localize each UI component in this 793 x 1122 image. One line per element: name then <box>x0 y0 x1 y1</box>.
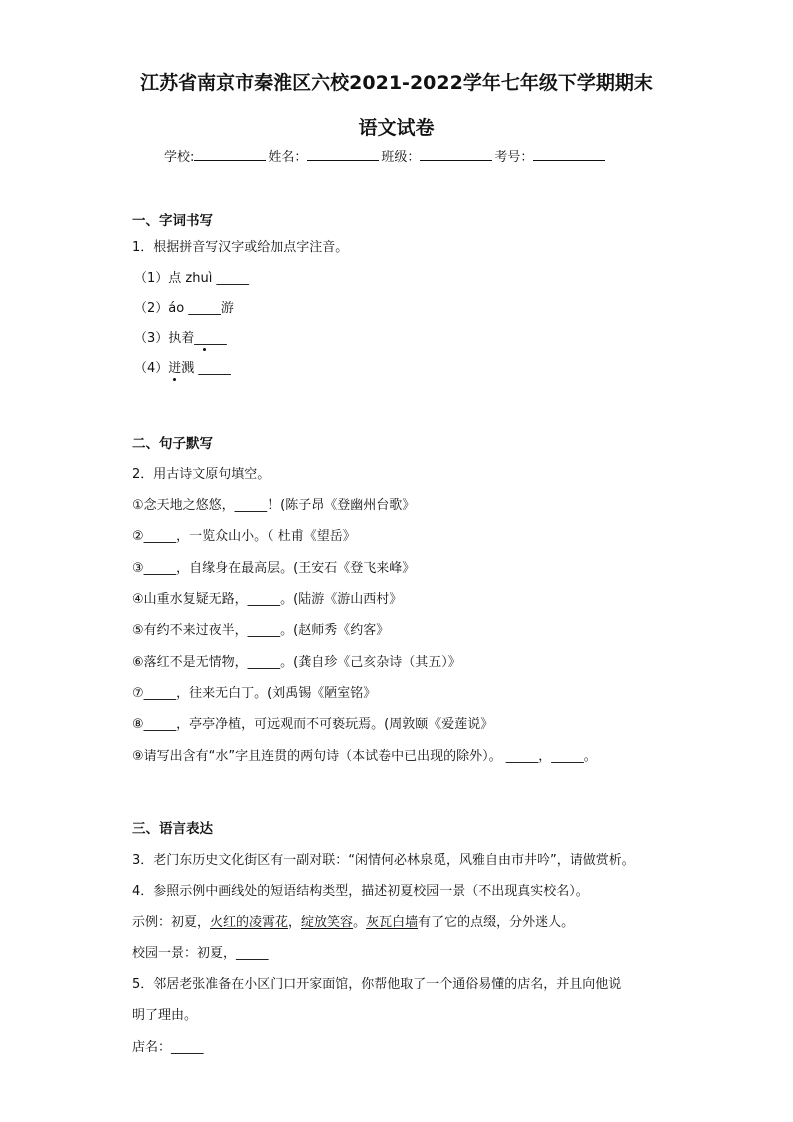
example-prefix: 示例：初夏， <box>132 915 211 930</box>
example-underline-2: 绽放笑容 <box>301 915 354 930</box>
name-blank <box>307 148 379 161</box>
q1-item-1: （1）点 zhuì _____ <box>134 271 249 286</box>
number-blank <box>533 148 605 161</box>
q1-item-4-prefix: （4） <box>134 361 169 376</box>
question-4: 4．参照示例中画线处的短语结构类型，描述初夏校园一景（不出现真实校名）。 <box>132 884 589 899</box>
q2-item-5: ⑤有约不来过夜半，_____。(赵师秀《约客》 <box>132 623 390 638</box>
q1-item-4-rest: 溅 _____ <box>181 361 231 376</box>
q4-answer-line: 校园一景：初夏，_____ <box>132 946 269 961</box>
class-blank <box>420 148 492 161</box>
q1-item-2: （2）áo _____游 <box>134 301 234 316</box>
section2-heading: 二、句子默写 <box>132 436 213 452</box>
example-underline-1: 火红的凌霄花 <box>210 915 289 930</box>
example-suffix: 有了它的点缀，分外迷人。 <box>418 915 575 930</box>
school-blank <box>194 148 266 161</box>
q2-item-7: ⑦_____，往来无白丁。(刘禹锡《陋室铭》 <box>132 686 377 701</box>
q2-item-2: ②_____，一览众山小。（ 杜甫《望岳》 <box>132 529 356 544</box>
q1-item-3 <box>134 327 227 346</box>
school-label: 学校: <box>164 150 195 165</box>
q1-item-4 <box>134 357 231 376</box>
class-label: 班级： <box>381 150 421 165</box>
q4-example <box>132 911 574 930</box>
example-sep-2: 。 <box>353 915 367 930</box>
q2-item-9: ⑨请写出含有“水”字且连贯的两句诗（本试卷中已出现的除外）。 _____，_____。 <box>132 749 597 764</box>
exam-title-line1: 江苏省南京市秦淮区六校2021-2022学年七年级下学期期末 <box>140 72 653 94</box>
question-2: 2．用古诗文原句填空。 <box>132 467 271 482</box>
name-label: 姓名： <box>268 150 308 165</box>
example-sep-1: ， <box>288 915 302 930</box>
number-label: 考号： <box>494 150 534 165</box>
q2-item-1: ①念天地之悠悠，_____！(陈子昂《登幽州台歌》 <box>132 498 416 513</box>
q2-item-4: ④山重水复疑无路，_____。(陆游《游山西村》 <box>132 592 403 607</box>
shop-name-line: 店名：_____ <box>132 1040 204 1055</box>
example-underline-3: 灰瓦白墙 <box>366 915 419 930</box>
question-3: 3．老门东历史文化街区有一副对联：“闲情何必林泉觅，风雅自由市井吟”，请做赏析。 <box>132 853 635 868</box>
q2-item-3: ③_____，自缘身在最高层。(王安石《登飞来峰》 <box>132 561 416 576</box>
q1-item-3-prefix: （3）执 <box>134 331 182 346</box>
section3-heading: 三、语言表达 <box>132 821 213 837</box>
student-info-row <box>164 146 607 165</box>
q2-item-8: ⑧_____，亭亭净植，可远观而不可亵玩焉。(周敦颐《爱莲说》 <box>132 717 494 732</box>
q1-item-3-dotted: 着_____ <box>181 331 227 346</box>
question-5-line2: 明了理由。 <box>132 1008 198 1023</box>
question-1: 1．根据拼音写汉字或给加点字注音。 <box>132 240 349 255</box>
q1-item-4-dotted-char: 迸 <box>168 361 182 376</box>
question-5-line1: 5．邻居老张准备在小区门口开家面馆，你帮他取了一个通俗易懂的店名，并且向他说 <box>132 977 622 992</box>
q2-item-6: ⑥落红不是无情物，_____。(龚自珍《己亥杂诗（其五）》 <box>132 655 461 670</box>
section1-heading: 一、字词书写 <box>132 213 213 229</box>
exam-title-line2: 语文试卷 <box>358 117 435 139</box>
